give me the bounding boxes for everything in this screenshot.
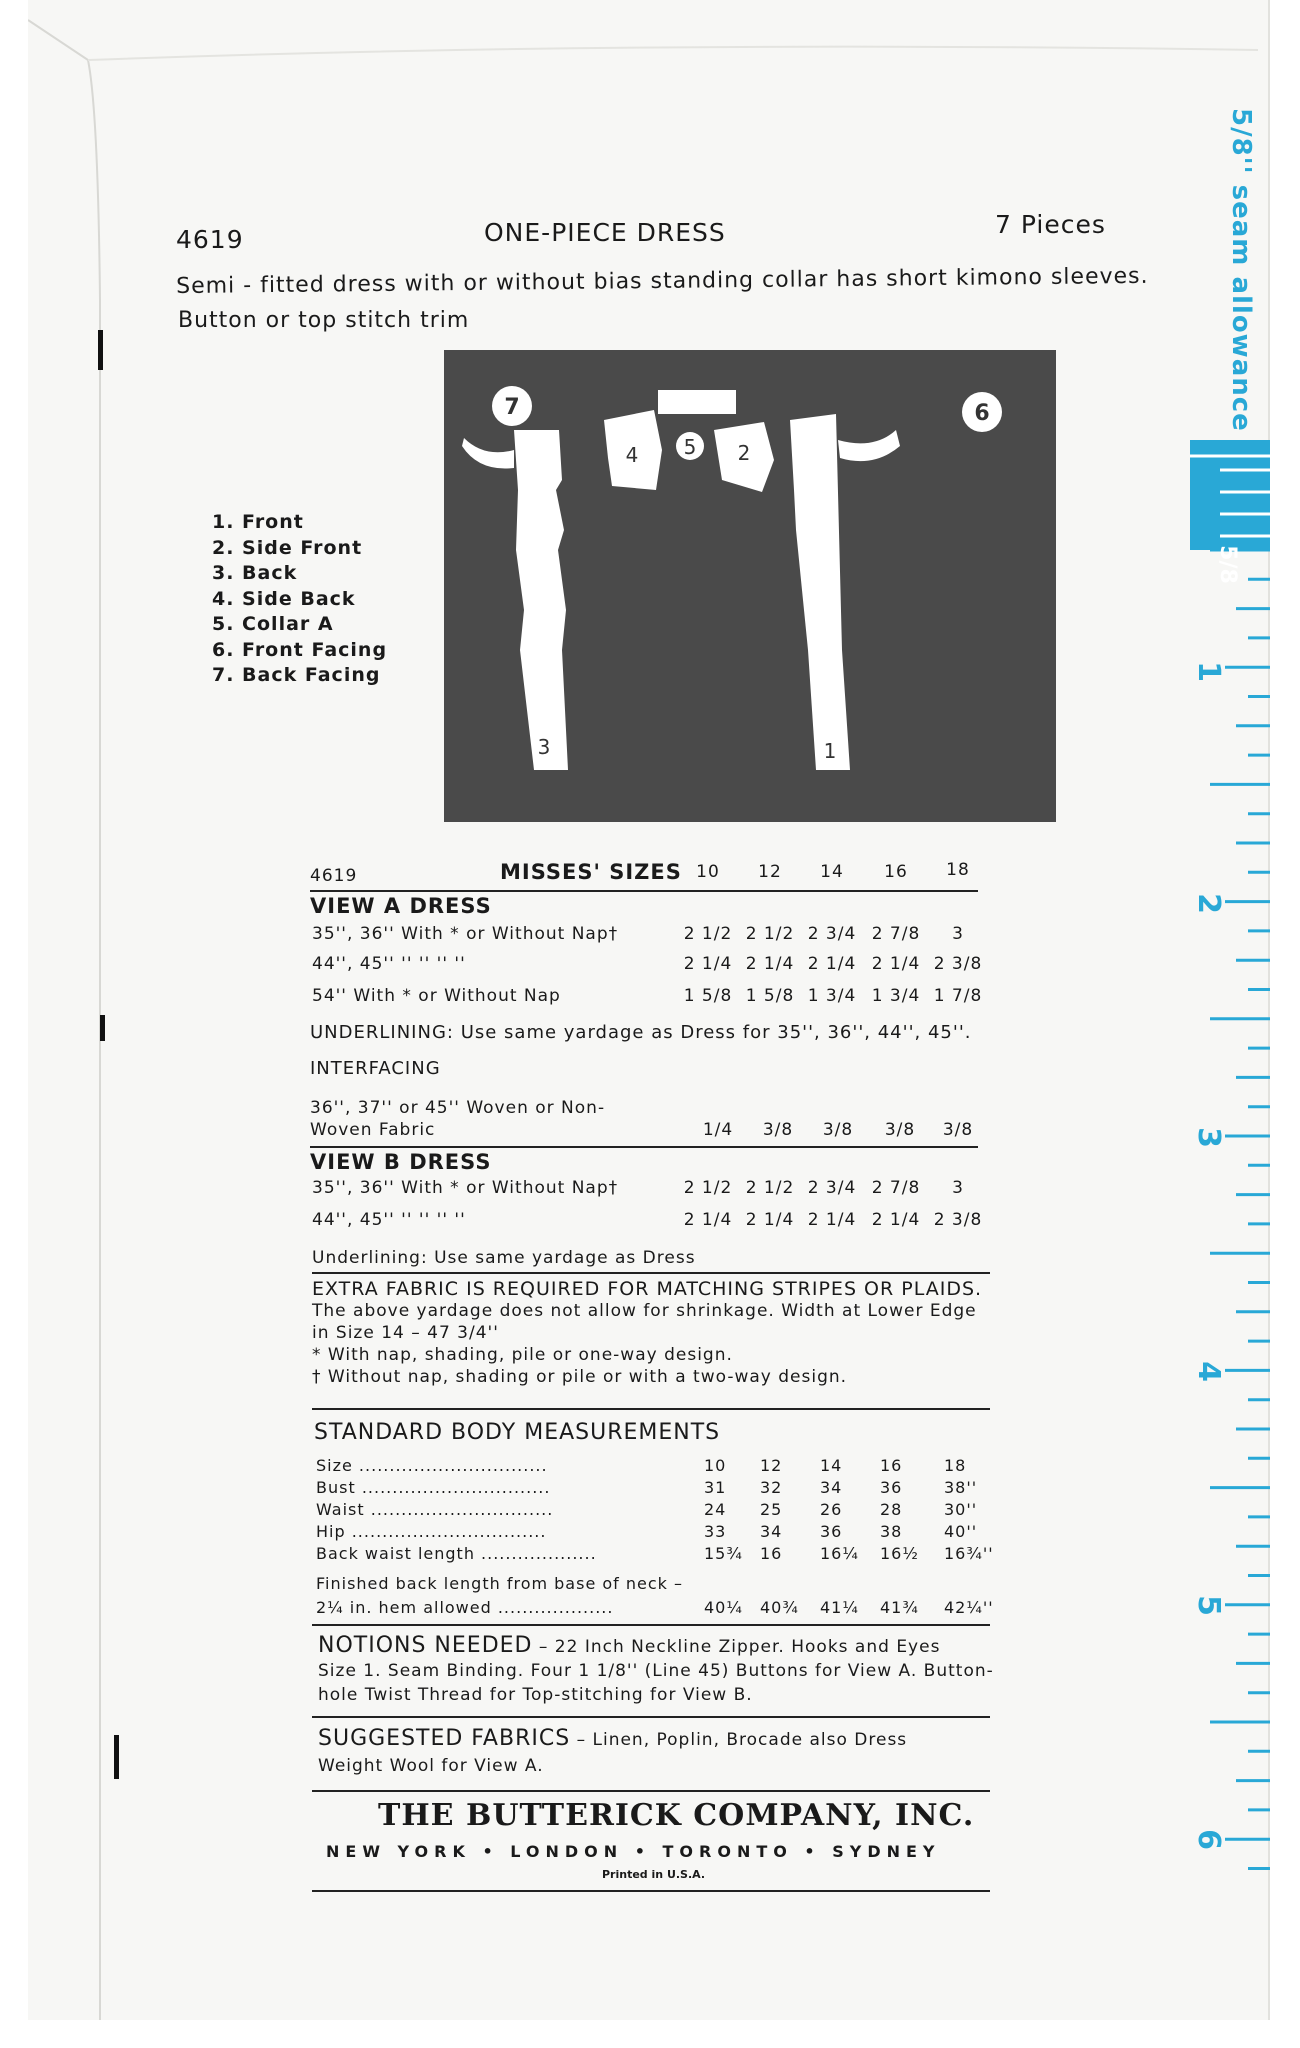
measure-cell: 41¼: [820, 1598, 859, 1617]
notions-section: [318, 1634, 994, 1707]
cell: 3/8: [822, 1120, 854, 1140]
yardage-header-row: [278, 860, 978, 886]
pattern-pieces-diagram: [444, 350, 1056, 822]
measure-cell: 16½: [880, 1544, 919, 1563]
piece-count: 7 Pieces: [995, 210, 1106, 239]
measure-cell: 40'': [944, 1522, 978, 1541]
measurements-title: STANDARD BODY MEASUREMENTS: [314, 1420, 721, 1445]
legend-item: 5. Collar A: [212, 613, 334, 635]
measure-cell: 41¾: [880, 1598, 919, 1617]
diagram-label-4: 4: [625, 443, 639, 467]
cell: 1 3/4: [807, 986, 857, 1006]
yardage-row: [278, 986, 983, 1012]
pattern-title: ONE-PIECE DRESS: [484, 218, 726, 247]
row-label: 54'' With * or Without Nap: [312, 986, 561, 1006]
measure-cell: 16: [760, 1544, 783, 1563]
measure-cell: 16¼: [820, 1544, 859, 1563]
cell: 2 1/2: [683, 924, 733, 944]
cell: 2 1/2: [745, 924, 795, 944]
diagram-label-2: 2: [737, 441, 751, 465]
size-col: 16: [884, 862, 908, 882]
measure-cell: 12: [760, 1456, 783, 1475]
cell: 1 5/8: [683, 986, 733, 1006]
cell: 2 1/4: [745, 954, 795, 974]
edge-mark: [114, 1735, 119, 1779]
measure-row: [312, 1544, 1012, 1570]
edge-mark: [98, 330, 103, 370]
measure-cell: 38'': [944, 1478, 978, 1497]
measure-cell: 26: [820, 1500, 843, 1519]
company-name: THE BUTTERICK COMPANY, INC.: [378, 1798, 975, 1833]
cell: 2 3/8: [933, 1210, 983, 1230]
measure-cell: 16: [880, 1456, 903, 1475]
cell: 2 1/4: [683, 1210, 733, 1230]
legend-item: 4. Side Back: [212, 587, 356, 610]
cell: 3/8: [942, 1120, 974, 1140]
notions-title: NOTIONS NEEDED: [318, 1633, 533, 1658]
pattern-number: 4619: [176, 225, 244, 254]
cell: 2 7/8: [871, 924, 921, 944]
legend-item: 3. Back: [212, 562, 298, 584]
size-col: 18: [946, 860, 970, 880]
diagram-label-6: 6: [974, 401, 990, 426]
measurements-table: [312, 1456, 1012, 1616]
cell: 3/8: [884, 1120, 916, 1140]
measure-label: Back waist length ...................: [316, 1544, 597, 1563]
rule: [312, 1716, 990, 1718]
measure-cell: 40¼: [704, 1598, 743, 1617]
cell: 2 3/8: [933, 954, 983, 974]
cell: 2 1/2: [745, 1178, 795, 1198]
measure-cell: 28: [880, 1500, 903, 1519]
pattern-pieces-svg: [444, 350, 1056, 822]
description-line-1: Semi - fitted dress with or without bias standing collar has short kimono sleeves.: [176, 263, 1149, 299]
legend-item: 1. Front: [212, 511, 304, 533]
measure-cell: 40¾: [760, 1598, 799, 1617]
cell: 2 1/4: [745, 1210, 795, 1230]
diagram-label-1: 1: [823, 739, 837, 763]
underlining-note: UNDERLINING: Use same yardage as Dress for 35'', 36'', 44'', 45''.: [310, 1022, 972, 1043]
cell: 1 3/4: [871, 986, 921, 1006]
diagram-label-5: 5: [683, 435, 697, 459]
note-line: † Without nap, shading or pile or with a two-way design.: [312, 1367, 848, 1387]
yardage-row: [278, 1178, 978, 1204]
view-b-title: VIEW B DRESS: [310, 1150, 492, 1174]
measure-cell: 31: [704, 1478, 727, 1497]
measure-cell: 34: [820, 1478, 843, 1497]
measure-cell: 33: [704, 1522, 727, 1541]
ruler-inch-3: 3: [1190, 1127, 1226, 1148]
measure-cell: 15¾: [704, 1544, 743, 1563]
rule: [312, 1790, 990, 1792]
edge-mark: [100, 1015, 105, 1041]
rule: [310, 890, 978, 892]
yardage-pattern-number: 4619: [310, 866, 358, 886]
ruler-mark: 5/8: [1214, 545, 1240, 584]
measure-cell: 14: [820, 1456, 843, 1475]
size-col: 14: [820, 862, 844, 882]
measure-cell: 30'': [944, 1500, 978, 1519]
notions-line-2: Size 1. Seam Binding. Four 1 1/8'' (Line 45) Buttons for View A. Button-: [318, 1661, 994, 1681]
diagram-label-7: 7: [504, 395, 520, 420]
fabrics-line-1: – Linen, Poplin, Brocade also Dress: [576, 1730, 908, 1750]
legend-item: 6. Front Facing: [212, 638, 388, 661]
view-a-title: VIEW A DRESS: [310, 894, 492, 918]
row-label: 35'', 36'' With * or Without Nap†: [312, 1178, 619, 1198]
cell: 2 3/4: [807, 924, 857, 944]
interfacing-row: [278, 1120, 978, 1146]
rule: [312, 1408, 990, 1410]
measure-cell: 34: [760, 1522, 783, 1541]
rule: [312, 1624, 990, 1626]
rule: [310, 1146, 978, 1148]
yardage-row: [278, 954, 983, 980]
rule: [312, 1890, 990, 1892]
yardage-row: [278, 924, 978, 950]
fabrics-line-2: Weight Wool for View A.: [318, 1756, 544, 1776]
cell: 1 5/8: [745, 986, 795, 1006]
measure-label: Size ...............................: [316, 1456, 548, 1475]
note-line: EXTRA FABRIC IS REQUIRED FOR MATCHING STRIPES OR PLAIDS.: [312, 1278, 983, 1300]
cell: 2 1/4: [683, 954, 733, 974]
printed-in: Printed in U.S.A.: [602, 1868, 706, 1881]
diagram-label-3: 3: [537, 735, 551, 759]
yardage-chart: [278, 860, 998, 1280]
measure-cell: 32: [760, 1478, 783, 1497]
measure-label: Bust ...............................: [316, 1478, 551, 1497]
interfacing-title: INTERFACING: [310, 1058, 441, 1079]
company-cities: NEW YORK • LONDON • TORONTO • SYDNEY: [326, 1842, 941, 1861]
cell: 2 1/4: [807, 1210, 857, 1230]
cell: 3/8: [762, 1120, 794, 1140]
measure-cell: 36: [820, 1522, 843, 1541]
measure-label: Waist ..............................: [316, 1500, 554, 1519]
measure-label: 2¼ in. hem allowed ...................: [316, 1598, 614, 1617]
legend-item: 7. Back Facing: [212, 664, 381, 686]
row-label: 35'', 36'' With * or Without Nap†: [312, 924, 619, 944]
interfacing-line-1: 36'', 37'' or 45'' Woven or Non-: [310, 1098, 606, 1118]
measure-cell: 18: [944, 1456, 967, 1475]
legend-item: 2. Side Front: [212, 536, 363, 559]
cell: 3: [952, 1178, 964, 1198]
measure-cell: 10: [704, 1456, 727, 1475]
measure-cell: 36: [880, 1478, 903, 1497]
fabric-notes: [312, 1278, 982, 1388]
measure-cell: 25: [760, 1500, 783, 1519]
description-line-2: Button or top stitch trim: [178, 308, 470, 333]
cell: 1/4: [702, 1120, 734, 1140]
measure-cell: 38: [880, 1522, 903, 1541]
row-label: 44'', 45'' '' '' '' '': [312, 954, 466, 974]
ruler-inch-4: 4: [1190, 1361, 1226, 1382]
row-label: 44'', 45'' '' '' '' '': [312, 1210, 466, 1230]
ruler-inch-1: 1: [1190, 661, 1226, 682]
notions-line-3: hole Twist Thread for Top-stitching for View B.: [318, 1685, 753, 1705]
ruler-inch-5: 5: [1190, 1595, 1226, 1616]
measure-row: [312, 1598, 1012, 1624]
measure-cell: 42¼'': [944, 1598, 994, 1617]
size-col: 10: [696, 862, 720, 882]
cell: 2 1/2: [683, 1178, 733, 1198]
fabrics-title: SUGGESTED FABRICS: [318, 1726, 571, 1751]
cell: 2 1/4: [807, 954, 857, 974]
note-line: * With nap, shading, pile or one-way design.: [312, 1345, 733, 1365]
cell: 1 7/8: [933, 986, 983, 1006]
rule: [312, 1272, 990, 1274]
seam-allowance-label: 5/8'' seam allowance: [1226, 108, 1256, 432]
measure-cell: 16¾'': [944, 1544, 994, 1563]
ruler-inch-2: 2: [1190, 893, 1226, 914]
cell: 2 3/4: [807, 1178, 857, 1198]
interfacing-line-2: Woven Fabric: [310, 1120, 436, 1140]
measure-cell: 24: [704, 1500, 727, 1519]
ruler-inch-6: 6: [1190, 1829, 1226, 1850]
yardage-row: [278, 1210, 983, 1236]
pieces-legend: [212, 510, 387, 689]
misses-sizes-heading: MISSES' SIZES: [500, 860, 682, 884]
cell: 2 1/4: [871, 1210, 921, 1230]
size-col: 12: [758, 862, 782, 882]
cell: 2 7/8: [871, 1178, 921, 1198]
cell: 3: [952, 924, 964, 944]
finished-length-line: Finished back length from base of neck –: [316, 1574, 684, 1593]
view-b-underlining: Underlining: Use same yardage as Dress: [312, 1248, 696, 1268]
notions-line-1: – 22 Inch Neckline Zipper. Hooks and Eyes: [538, 1637, 941, 1657]
note-line: The above yardage does not allow for shrinkage. Width at Lower Edge: [312, 1301, 977, 1321]
measure-label: Hip ................................: [316, 1522, 547, 1541]
note-line: in Size 14 – 47 3/4'': [312, 1323, 499, 1343]
fabrics-section: [318, 1726, 907, 1779]
cell: 2 1/4: [871, 954, 921, 974]
